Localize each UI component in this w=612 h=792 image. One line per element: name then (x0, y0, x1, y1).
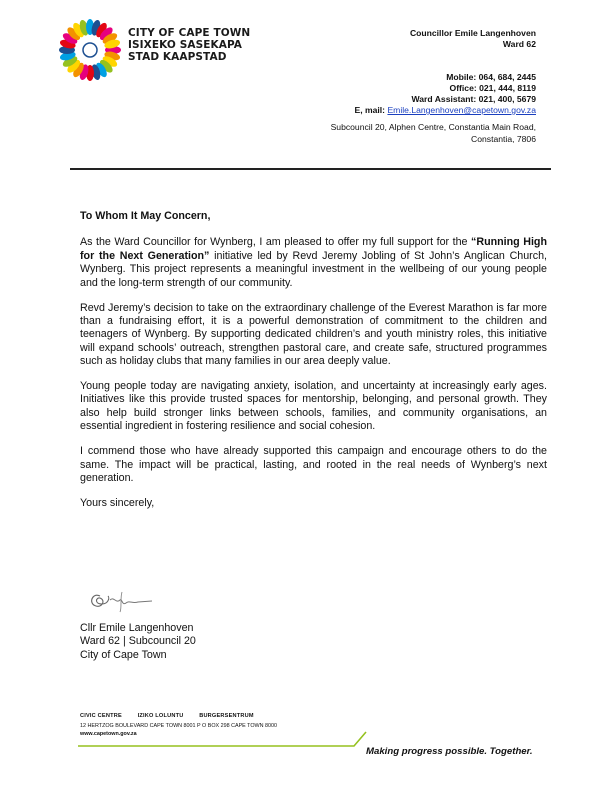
office-address (331, 121, 536, 145)
footer-building-labels (80, 713, 268, 719)
footer-accent-swoosh (78, 728, 368, 748)
salutation: To Whom It May Concern, (80, 210, 211, 222)
ward-assistant-number: Ward Assistant: 021, 400, 5679 (411, 94, 536, 104)
address-line-2: Constantia, 7806 (471, 134, 536, 144)
signatory-role: Ward 62 | Subcouncil 20 (80, 635, 196, 648)
signatory-organisation: City of Cape Town (80, 648, 167, 661)
footer-tagline: Making progress possible. Together. (366, 746, 533, 757)
footer-label-burgersentrum: BURGERSENTRUM (199, 713, 254, 719)
logo-wordmark (128, 27, 250, 63)
logo-line-afrikaans: STAD KAAPSTAD (128, 51, 227, 63)
paragraph-3: Young people today are navigating anxiety, isolation, and uncertainty at increasingly early ages. Initiatives like this provide trusted spaces for mentorship, belonging, and personal growth. They also help build stronger links between schools, families, and community organisations, an essential ingredient in fostering resilience and social cohesion. (80, 380, 547, 433)
mobile-number: Mobile: 064, 684, 2445 (446, 72, 536, 82)
logo-centre (76, 36, 104, 64)
initiative-name: “Running High for the Next Generation” (80, 236, 547, 262)
paragraph-2: Revd Jeremy’s decision to take on the extraordinary challenge of the Everest Marathon is far more than a fundraising effort, it is a powerful demonstration of commitment to the children and teenagers of Wynberg. By supporting dedicated children’s and youth ministry roles, this initiative will expand schools’ outreach, strengthen pastoral care, and create safe, structured programmes such as holiday clubs that many families in our area deeply value. (80, 301, 547, 368)
logo-line-xhosa: ISIXEKO SASEKAPA (128, 39, 243, 51)
paragraph-1-intro: As the Ward Councillor for Wynberg, I am pleased to offer my full support for the (80, 236, 472, 249)
ward-number: Ward 62 (502, 39, 536, 49)
address-line-1: Subcouncil 20, Alphen Centre, Constantia Main Road, (330, 122, 536, 132)
handwritten-signature (86, 582, 156, 616)
header-divider (70, 168, 551, 170)
paragraph-4: I commend those who have already supported this campaign and encourage others to do the same. The impact will be practical, lasting, and rooted in the real needs of Wynberg’s next generation. (80, 445, 547, 484)
closing: Yours sincerely, (80, 496, 155, 509)
councillor-contact-block (354, 28, 536, 116)
logo-line-english: CITY OF CAPE TOWN (128, 27, 251, 39)
email-label: E, mail: (354, 105, 386, 115)
signoff-block (80, 622, 196, 662)
city-of-cape-town-logo-icon (58, 18, 122, 82)
letter-body (80, 210, 547, 522)
footer-label-iziko-loluntu: IZIKO LOLUNTU (137, 713, 184, 719)
email-link[interactable]: Emile.Langenhoven@capetown.gov.za (387, 105, 536, 115)
office-number: Office: 021, 444, 8119 (449, 83, 536, 93)
footer-label-civic-centre: CIVIC CENTRE (80, 713, 122, 719)
footer-website[interactable]: www.capetown.gov.za (80, 731, 137, 737)
signatory-name: Cllr Emile Langenhoven (80, 622, 194, 634)
footer-address: 12 HERTZOG BOULEVARD CAPE TOWN 8001 P O BOX 298 CAPE TOWN 8000 (80, 723, 278, 729)
paragraph-1-rest: initiative led by Revd Jeremy Jobling of St John’s Anglican Church, Wynberg. This project represents a meaningful investment in the wellbeing of our young people and the long-term strength of our community. (80, 249, 547, 289)
councillor-name: Councillor Emile Langenhoven (409, 28, 536, 38)
paragraph-1 (80, 236, 547, 290)
